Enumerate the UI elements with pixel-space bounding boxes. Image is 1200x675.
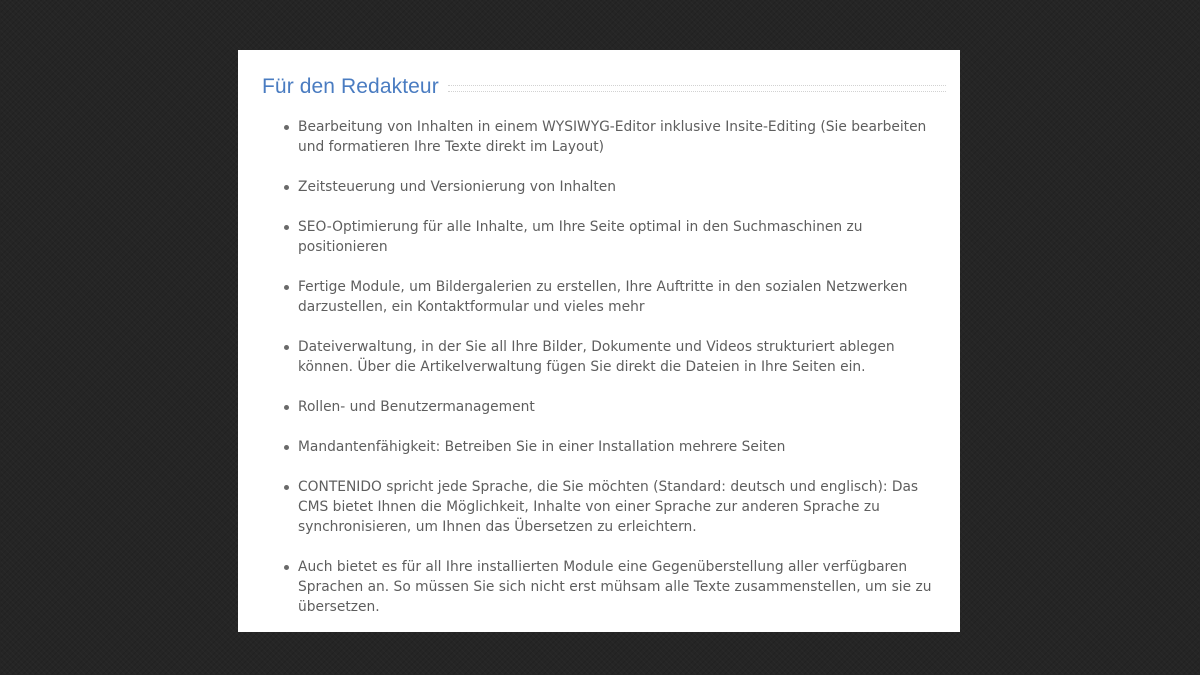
- section-header: [262, 74, 946, 100]
- feature-item-modules: Fertige Module, um Bildergalerien zu erstellen, Ihre Auftritte in den sozialen Netzwerken darzustellen, ein Kontaktformular und vieles mehr: [298, 277, 934, 317]
- content-card: [238, 50, 960, 632]
- feature-item-file-management: Dateiverwaltung, in der Sie all Ihre Bilder, Dokumente und Videos strukturiert ablegen können. Über die Artikelverwaltung fügen Sie direkt die Dateien in Ihre Seiten ein.: [298, 337, 934, 377]
- feature-item-user-management: Rollen- und Benutzermanagement: [298, 397, 934, 417]
- title-divider: [448, 85, 946, 92]
- section-title: Für den Redakteur: [262, 75, 439, 98]
- feature-item-multi-client: Mandantenfähigkeit: Betreiben Sie in einer Installation mehrere Seiten: [298, 437, 934, 457]
- feature-item-versioning: Zeitsteuerung und Versionierung von Inhalten: [298, 177, 934, 197]
- feature-list: [280, 117, 934, 632]
- feature-item-module-translations: Auch bietet es für all Ihre installierten Module eine Gegenüberstellung aller verfügbaren Sprachen an. So müssen Sie sich nicht erst mühsam alle Texte zusammenstellen, um sie zu übersetzen.: [298, 557, 934, 617]
- feature-item-wysiwyg-editor: Bearbeitung von Inhalten in einem WYSIWYG-Editor inklusive Insite-Editing (Sie bearbeiten und formatieren Ihre Texte direkt im Layout): [298, 117, 934, 157]
- feature-item-languages: CONTENIDO spricht jede Sprache, die Sie möchten (Standard: deutsch und englisch): Das CMS bietet Ihnen die Möglichkeit, Inhalte von einer Sprache zur anderen Sprache zu synchronisieren, um Ihnen das Übersetzen zu erleichtern.: [298, 477, 934, 537]
- feature-item-seo: SEO-Optimierung für alle Inhalte, um Ihre Seite optimal in den Suchmaschinen zu positionieren: [298, 217, 934, 257]
